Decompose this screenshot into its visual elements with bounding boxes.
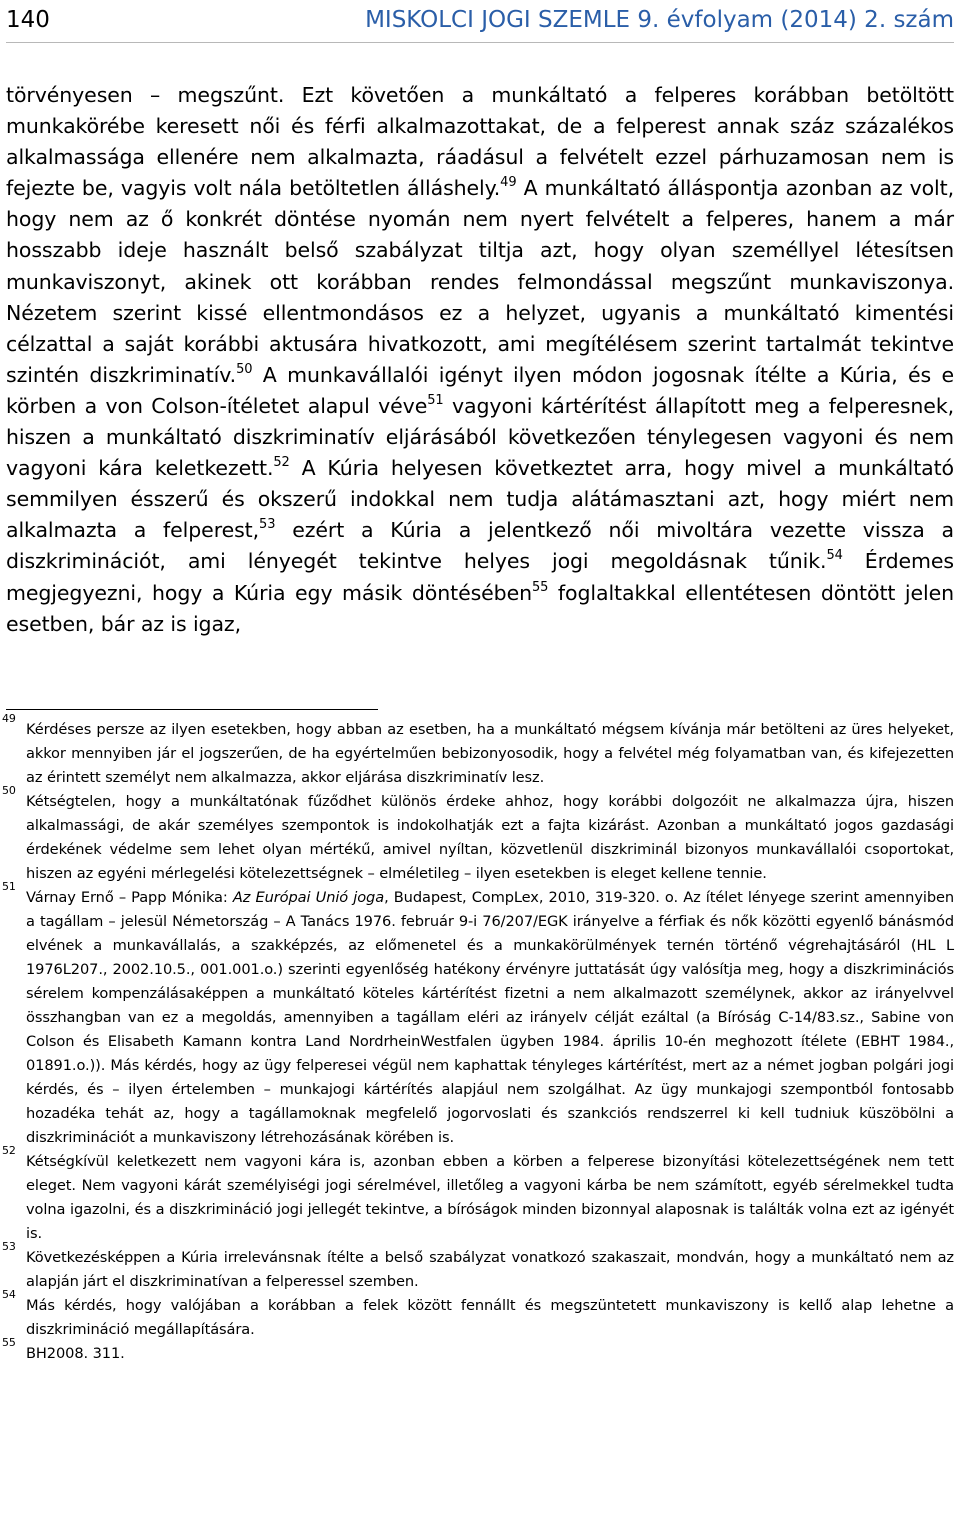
footnote-ref-51[interactable]: 51 [427,392,444,408]
body-text [6,80,954,640]
footnote-ref-50[interactable]: 50 [236,361,253,377]
footnote-49 [2,712,954,790]
footnote-50 [2,784,954,886]
footnote-53 [2,1240,954,1294]
footnote-number: 52 [2,1144,16,1157]
footnote-text: Következésképpen a Kúria irrelevánsnak ítélte a belső szabályzat vonatkozó szakaszait, mondván, hogy a munkáltató nem az alapján járt el diszkriminatívan a felperessel szemben. [26,1249,954,1290]
body-segment: A munkáltató álláspontja azonban az volt, hogy nem az ő konkrét döntése nyomán nem nyert felvételt a felperes, hanem a már hosszabb ideje használt belső szabályzat tiltja azt, hogy olyan személlyel létesítsen munkaviszonyt, akinek ott korábban rendes felmondással megszűnt munkaviszonya. Nézetem szerint kissé ellentmondásos ez a helyzet, ugyanis a munkáltató kimentési célzattal a saját korábbi aktusára hivatkozott, ami megítélésem szerint tartalmát tekintve szintén diszkriminatív. [6,176,954,387]
footnote-ref-53[interactable]: 53 [259,517,276,533]
footnote-51 [2,880,955,1150]
footnote-text: Kétségtelen, hogy a munkáltatónak fűződhet különös érdeke ahhoz, hogy korábbi dolgozóit ne alkalmazza újra, hiszen alkalmassági, de akár személyes szempontok is indokolhatják ezt a fajta kizárást. Azonban a munkáltató jogos gazdasági érdekének védelme sem lehet olyan mértékű, amivel nyíltan, közvetlenül diszkriminál bizonyos munkavállalói csoportokat, hiszen az egyéni mérlegelési kötelezettségnek – elméletileg – ilyen esetekben is eleget kellene tennie. [26,793,954,882]
footnote-ref-49[interactable]: 49 [500,175,517,191]
body-segment: A Kúria helyesen következtet arra, hogy mivel a munkáltató semmilyen ésszerű és okszerű indokkal nem tudja alátámasztani azt, hogy miért nem alkalmazta a felperest, [6,456,954,543]
document-page [2,0,955,1522]
footnote-text: Kérdéses persze az ilyen esetekben, hogy abban az esetben, ha a munkáltató mégsem kívánja már betölteni az üres helyeket, akkor mennyiben jár el jogszerűen, de ha egyértelműen bebizonyosodik, hogy a felvétel még folyamatban van, és kifejezetten az érintett személyt nem alkalmazza, akkor eljárása diszkriminatív lesz. [26,721,954,786]
footnotes [2,712,955,1366]
footnote-separator [6,709,378,710]
footnote-54 [2,1288,954,1342]
body-segment: ezért a Kúria a jelentkező női mivoltára vezette vissza a diszkriminációt, ami lényegét tekintve helyes jogi megoldásnak tűnik. [6,518,954,574]
footnote-52 [2,1144,954,1246]
header-rule [6,42,954,43]
running-head: MISKOLCI JOGI SZEMLE 9. évfolyam (2014) 2. szám [365,7,954,33]
body-segment: A munkavállalói igényt ilyen módon jogosnak ítélte a Kúria, és e körben a von Colson-ítéletet alapul véve [6,362,954,418]
body-paragraph [6,80,954,640]
page-number: 140 [6,7,50,33]
body-segment: vagyoni kártérítést állapított meg a felperesnek, hiszen a munkáltató diszkriminatív eljárásából következően ténylegesen vagyoni és nem vagyoni kára keletkezett. [6,393,955,481]
body-segment: törvényesen – megszűnt. Ezt követően a munkáltató a felperes korábban betöltött munkakörébe keresett női és férfi alkalmazottakat, de a felperest annak száz százalékos alkalmassága ellenére nem alkalmazta, ráadásul a felvételt ezzel párhuzamosan nem is fejezte be, vagyis volt nála betöltetlen álláshely. [6,83,954,201]
body-segment: foglaltakkal ellentétesen döntött jelen esetben, bár az is igaz, [6,580,954,636]
footnote-55 [2,1336,954,1366]
footnote-authors: Várnay Ernő – Papp Mónika: [26,889,233,906]
footnote-text: Kétségkívül keletkezett nem vagyoni kára is, azonban ebben a körben a felperese bizonyítási kötelezettségének nem tett eleget. Nem vagyoni kárát személyiségi jogi sérelmével, illetőleg a vagyoni kárba be nem számított, egyéb sérelmekkel tudta volna igazolni, és a diszkrimináció jogi jellegét tekintve, a bíróságok minden bizonnyal alaposnak is találták volna ezt az igényét is. [26,1153,954,1242]
footnote-ref-54[interactable]: 54 [826,548,843,564]
footnote-body: , Budapest, CompLex, 2010, 319-320. o. Az ítélet lényege szerint amennyiben a tagállam – jelesül Németország – A Tanács 1976. február 9-i 76/207/EGK irányelve a férfiak és nők közötti egyenlő bánásmód elvének a munkavállalás, a szakképzés, az előmenetel és a munkakörülmények ternén történő végrehajtásáról (HL L 1976L207., 2002.10.5., 001.001.o.) szerinti egyenlőség hatékony érvényre juttatását úgy valósítja meg, hogy a diszkriminációs sérelem kompenzálásaképpen a munkáltató köteles kártérítést fizetni a nem alkalmazott személynek, akkor az irányelvvel összhangban van ez a megoldás, amennyiben a tagállam eléri az irányelv célját ezáltal (a Bíróság C-14/83.sz., Sabine von Colson és Elisabeth Kamann kontra Land NordrheinWestfalen ügyben 1984. április 10-én meghozott ítélete (EBHT 1984., 01891.o.)). Más kérdés, hogy az ügy felperesei végül nem kaphattak tényleges kártérítést, mert az a német jogban polgári jogi kérdés, és – ilyen értelemben – munkajogi kártérítés alapjául nem szolgálhat. Az ügy munkajogi szempontból fontosabb hozadéka tehát az, hogy a tagállamoknak megfelelő jogorvoslati és szankciós rendszerrel ki kell tudniuk küszöbölni a diszkriminációt a munkaviszony létrehozásának körében is. [26,889,955,1146]
footnote-text: Más kérdés, hogy valójában a korábban a felek között fennállt és megszüntetett munkaviszony is kellő alap lehetne a diszkrimináció megállapítására. [26,1297,954,1338]
footnote-number: 51 [2,880,16,893]
footnote-number: 54 [2,1288,16,1301]
footnote-number: 50 [2,784,16,797]
footnote-text: BH2008. 311. [26,1345,125,1362]
footnote-number: 53 [2,1240,16,1253]
body-segment: Érdemes megjegyezni, hogy a Kúria egy másik döntésében [6,549,954,605]
footnote-number: 49 [2,712,16,725]
footnote-book-title: Az Európai Unió joga [232,889,385,906]
footnote-ref-52[interactable]: 52 [273,455,290,471]
footnote-text [26,886,954,1150]
footnote-number: 55 [2,1336,16,1349]
footnote-ref-55[interactable]: 55 [532,579,549,595]
page-header [6,0,954,44]
